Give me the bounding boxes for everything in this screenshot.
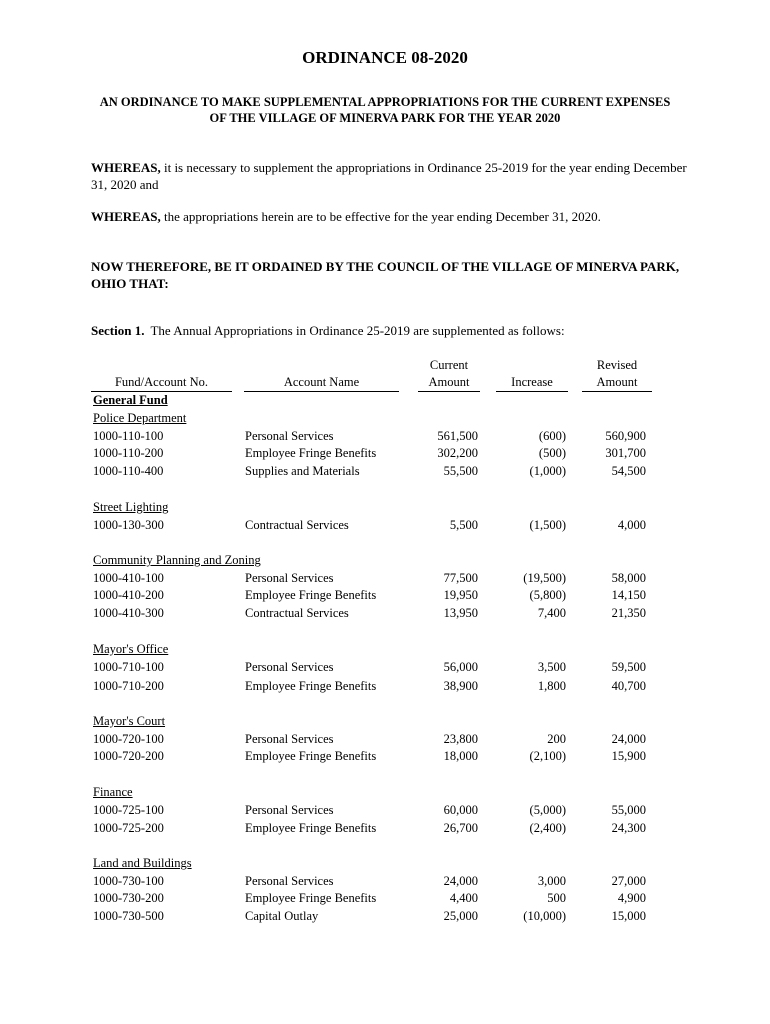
increase-amount: (19,500) — [523, 571, 566, 585]
group-heading: Community Planning and Zoning — [93, 553, 261, 567]
whereas-paragraph-1 — [91, 159, 691, 193]
account-number: 1000-110-100 — [93, 429, 164, 443]
account-number: 1000-725-100 — [93, 803, 164, 817]
account-name: Employee Fringe Benefits — [245, 588, 377, 602]
account-name: Personal Services — [245, 732, 334, 746]
revised-amount: 4,000 — [617, 518, 646, 532]
whereas-paragraph-2 — [91, 208, 691, 225]
revised-amount: 21,350 — [611, 606, 646, 620]
header-fund-account: Fund/Account No. — [91, 374, 232, 392]
revised-amount: 24,300 — [611, 821, 646, 835]
increase-amount: (10,000) — [523, 909, 566, 923]
revised-amount: 59,500 — [611, 660, 646, 674]
account-name: Employee Fringe Benefits — [245, 821, 377, 835]
increase-amount: 1,800 — [537, 679, 566, 693]
section-1 — [91, 323, 565, 339]
group-heading: Land and Buildings — [93, 856, 192, 870]
current-amount: 13,950 — [443, 606, 478, 620]
ordained-clause: NOW THEREFORE, BE IT ORDAINED BY THE COUNCIL OF THE VILLAGE OF MINERVA PARK, OHIO THAT: — [91, 259, 680, 291]
current-amount: 56,000 — [443, 660, 478, 674]
revised-amount: 560,900 — [605, 429, 646, 443]
group-heading: Police Department — [93, 411, 187, 425]
section-label: Section 1. — [91, 323, 145, 338]
account-name: Personal Services — [245, 571, 334, 585]
fund-title: General Fund — [93, 393, 168, 407]
revised-amount: 55,000 — [611, 803, 646, 817]
current-amount: 561,500 — [437, 429, 478, 443]
ordinance-subtitle: AN ORDINANCE TO MAKE SUPPLEMENTAL APPROPRIATIONS FOR THE CURRENT EXPENSES OF THE VILLAGE OF MINERVA PARK FOR THE YEAR 2020 — [99, 95, 671, 125]
revised-amount: 15,900 — [611, 749, 646, 763]
account-number: 1000-710-200 — [93, 679, 164, 693]
revised-amount: 58,000 — [611, 571, 646, 585]
current-amount: 60,000 — [443, 803, 478, 817]
account-name: Personal Services — [245, 803, 334, 817]
account-number: 1000-730-200 — [93, 891, 164, 905]
account-name: Capital Outlay — [245, 909, 319, 923]
increase-amount: 7,400 — [537, 606, 566, 620]
account-name: Employee Fringe Benefits — [245, 679, 377, 693]
group-heading: Mayor's Court — [93, 714, 166, 728]
increase-amount: 500 — [547, 891, 566, 905]
current-amount: 26,700 — [443, 821, 478, 835]
increase-amount: (1,000) — [529, 464, 566, 478]
whereas-text-2: the appropriations herein are to be effective for the year ending December 31, 2020. — [160, 209, 601, 224]
account-name: Contractual Services — [245, 518, 349, 532]
page-title: ORDINANCE 08-2020 — [302, 48, 468, 67]
whereas-text-1: it is necessary to supplement the appropriations in Ordinance 25-2019 for the year ending December 31, 2020 and — [91, 160, 687, 192]
account-number: 1000-410-200 — [93, 588, 164, 602]
current-amount: 23,800 — [443, 732, 478, 746]
header-increase: Increase — [496, 374, 568, 392]
current-amount: 25,000 — [443, 909, 478, 923]
whereas-lead-1: WHEREAS, — [91, 160, 161, 175]
account-name: Personal Services — [245, 660, 334, 674]
account-number: 1000-710-100 — [93, 660, 164, 674]
revised-amount: 27,000 — [611, 874, 646, 888]
account-name: Contractual Services — [245, 606, 349, 620]
revised-amount: 40,700 — [611, 679, 646, 693]
account-name: Personal Services — [245, 874, 334, 888]
account-number: 1000-730-500 — [93, 909, 164, 923]
current-amount: 55,500 — [443, 464, 478, 478]
increase-amount: 3,000 — [537, 874, 566, 888]
header-current-top: Current — [429, 358, 469, 372]
increase-amount: (600) — [538, 429, 566, 443]
increase-amount: (500) — [538, 446, 566, 460]
increase-amount: (5,800) — [529, 588, 566, 602]
group-heading: Finance — [93, 785, 133, 799]
increase-amount: 200 — [547, 732, 566, 746]
increase-amount: (5,000) — [529, 803, 566, 817]
account-number: 1000-725-200 — [93, 821, 164, 835]
revised-amount: 4,900 — [617, 891, 646, 905]
current-amount: 38,900 — [443, 679, 478, 693]
increase-amount: (2,400) — [529, 821, 566, 835]
revised-amount: 24,000 — [611, 732, 646, 746]
whereas-lead-2: WHEREAS, — [91, 209, 161, 224]
current-amount: 4,400 — [449, 891, 478, 905]
account-name: Supplies and Materials — [245, 464, 360, 478]
header-revised-top: Revised — [596, 358, 638, 372]
header-revised-bottom: Amount — [582, 374, 652, 392]
section-text: The Annual Appropriations in Ordinance 25-2019 are supplemented as follows: — [150, 323, 565, 338]
current-amount: 24,000 — [443, 874, 478, 888]
revised-amount: 301,700 — [605, 446, 646, 460]
revised-amount: 15,000 — [611, 909, 646, 923]
header-current-bottom: Amount — [418, 374, 480, 392]
header-account-name: Account Name — [244, 374, 399, 392]
account-number: 1000-410-300 — [93, 606, 164, 620]
revised-amount: 14,150 — [611, 588, 646, 602]
account-name: Employee Fringe Benefits — [245, 891, 377, 905]
increase-amount: (2,100) — [529, 749, 566, 763]
increase-amount: 3,500 — [537, 660, 566, 674]
current-amount: 18,000 — [443, 749, 478, 763]
account-name: Employee Fringe Benefits — [245, 446, 377, 460]
current-amount: 5,500 — [449, 518, 478, 532]
account-number: 1000-720-200 — [93, 749, 164, 763]
account-number: 1000-130-300 — [93, 518, 164, 532]
account-number: 1000-730-100 — [93, 874, 164, 888]
account-name: Personal Services — [245, 429, 334, 443]
account-name: Employee Fringe Benefits — [245, 749, 377, 763]
current-amount: 19,950 — [443, 588, 478, 602]
account-number: 1000-110-400 — [93, 464, 164, 478]
group-heading: Street Lighting — [93, 500, 169, 514]
current-amount: 77,500 — [443, 571, 478, 585]
increase-amount: (1,500) — [529, 518, 566, 532]
account-number: 1000-110-200 — [93, 446, 164, 460]
account-number: 1000-410-100 — [93, 571, 164, 585]
group-heading: Mayor's Office — [93, 642, 169, 656]
current-amount: 302,200 — [437, 446, 478, 460]
account-number: 1000-720-100 — [93, 732, 164, 746]
revised-amount: 54,500 — [611, 464, 646, 478]
